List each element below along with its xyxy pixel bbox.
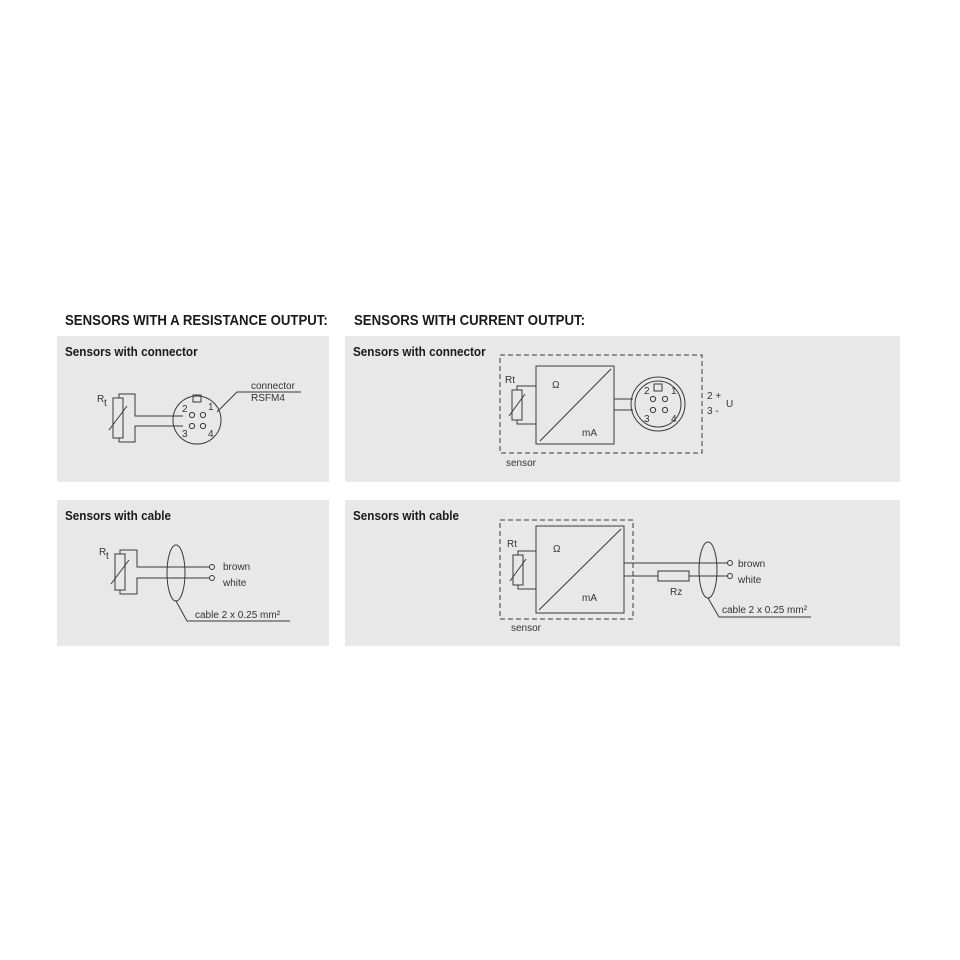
panel-title: Sensors with connector [65,344,198,359]
thermistor-slash [509,394,525,416]
rt-label: Rt [505,375,515,386]
rt-subscript: t [106,551,109,562]
connector-model: RSFM4 [251,393,285,404]
heading-current-output: SENSORS WITH CURRENT OUTPUT: [354,312,585,329]
pin-label-4: 4 [671,414,677,425]
cable-label: cable 2 x 0.25 mm² [722,605,808,616]
pin-3 [189,423,194,428]
pin-label-1: 1 [671,386,677,397]
cable-label: cable 2 x 0.25 mm² [195,610,281,621]
wire-top [517,386,536,390]
wire-top [120,550,209,567]
pin-plus-label: 2 + [707,391,722,402]
sensor-label: sensor [511,623,542,634]
ma-label: mA [582,428,597,439]
pin-minus-label: 3 - [707,406,719,417]
wire-white-label: white [223,578,247,589]
wire-bottom [119,426,183,442]
resistance-cable-diagram [57,500,329,646]
panel-title: Sensors with cable [65,508,171,523]
thermistor-slash [109,406,127,430]
sensor-dashed-boundary [500,355,702,453]
terminal-brown [210,565,215,570]
pin-4 [200,423,205,428]
pin-label-2: 2 [644,386,650,397]
pin-label-3: 3 [644,414,650,425]
thermistor-slash [111,560,129,584]
rz-resistor [658,571,689,581]
thermistor-slash [510,559,526,581]
wire-top [518,551,536,555]
cable-sheath [167,545,185,601]
wire-top [119,394,183,416]
connector-circle [173,396,221,444]
resistance-connector-diagram [57,336,329,482]
panel-resistance-connector [57,336,329,482]
pin-3 [650,407,655,412]
panel-title: Sensors with cable [353,508,459,523]
panel-current-cable [345,500,900,646]
u-label: U [726,399,734,410]
pin-label-2: 2 [182,404,188,415]
ohm-label: Ω [553,544,561,555]
rt-subscript: t [104,398,107,409]
wire-bottom [517,420,536,424]
connector-key [654,384,662,391]
rt-label: R [99,547,107,558]
sensor-dashed-boundary [500,520,633,619]
ma-label: mA [582,593,597,604]
converter-diagonal [540,369,611,441]
rt-label: R [97,394,105,405]
panel-title: Sensors with connector [353,344,486,359]
rt-label: Rt [507,539,517,550]
current-connector-diagram [345,336,900,482]
terminal-white [728,574,733,579]
connector-label: connector [251,381,295,392]
wire-bottom [518,585,536,589]
rz-label: Rz [670,587,683,598]
pin-label-3: 3 [182,429,188,440]
pin-1 [200,412,205,417]
pin-2 [189,412,194,417]
panel-resistance-cable [57,500,329,646]
sensor-label: sensor [506,458,537,469]
wire-brown-label: brown [223,562,251,573]
pin-label-1: 1 [208,402,214,413]
pin-2 [650,396,655,401]
terminal-white [210,576,215,581]
pin-label-4: 4 [208,429,214,440]
wire-bottom [120,578,209,594]
connector-circle-outer [631,377,685,431]
wire-white-label: white [738,575,762,586]
pin-4 [662,407,667,412]
converter-diagonal [539,529,621,610]
panel-current-connector [345,336,900,482]
pin-1 [662,396,667,401]
heading-resistance-output: SENSORS WITH A RESISTANCE OUTPUT: [65,312,328,329]
ohm-label: Ω [552,380,560,391]
current-cable-diagram [345,500,900,646]
terminal-brown [728,561,733,566]
wire-brown-label: brown [738,559,766,570]
cable-sheath [699,542,717,598]
